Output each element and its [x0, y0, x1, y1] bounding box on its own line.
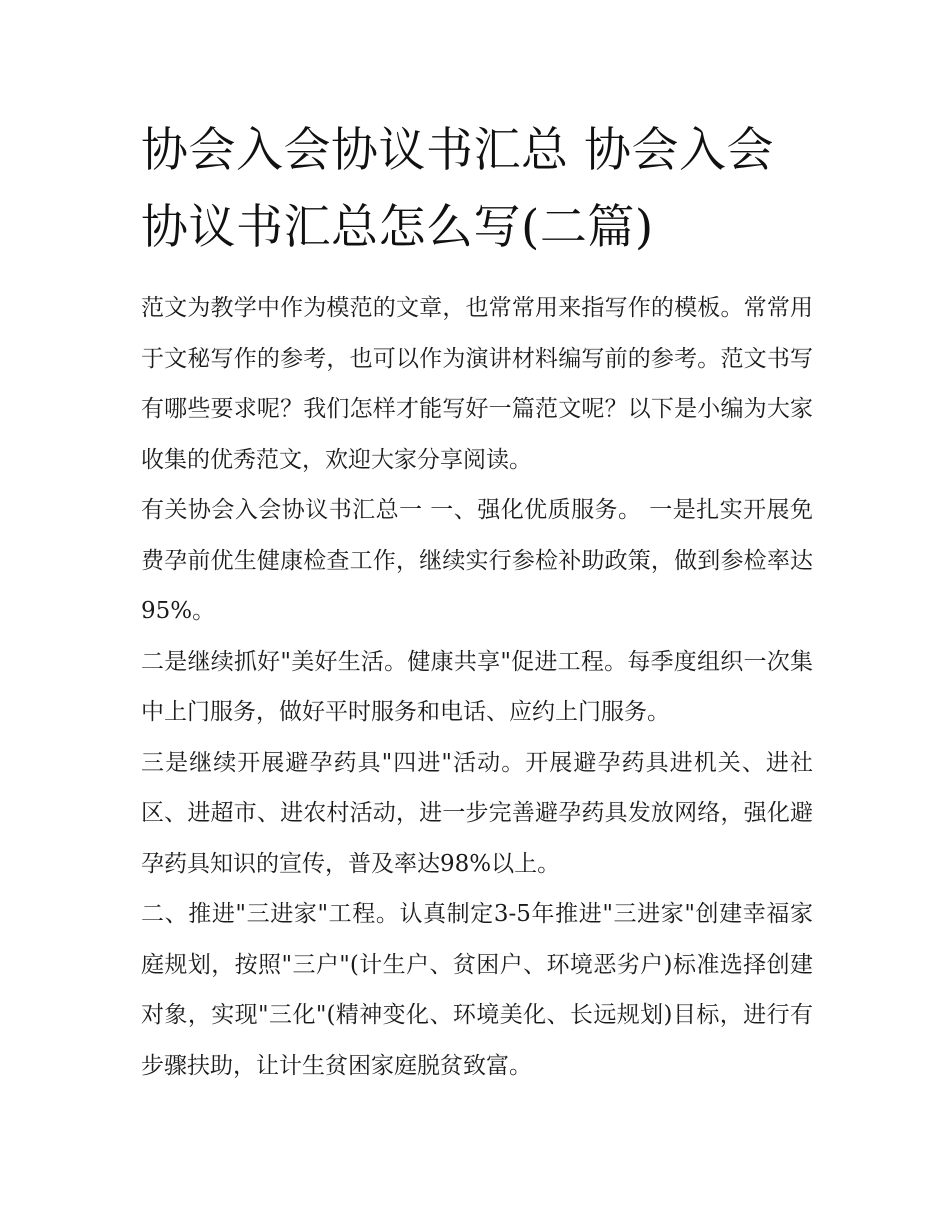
document-title: 协会入会协议书汇总 协会入会协议书汇总怎么写(二篇)	[141, 123, 774, 255]
document-body	[141, 283, 813, 1091]
section-one-paragraph: 有关协会入会协议书汇总一 一、强化优质服务。 一是扎实开展免费孕前优生健康检查工作，继续实行参检补助政策，做到参检率达95%。	[141, 497, 813, 624]
section-two-paragraph: 二、推进"三进家"工程。认真制定3-5年推进"三进家"创建幸福家庭规划，按照"三户"(计生户、贫困户、环境恶劣户)标准选择创建对象，实现"三化"(精神变化、环境美化、长远规划)目标，进行有步骤扶助，让计生贫困家庭脱贫致富。	[141, 901, 813, 1079]
item-two-paragraph: 二是继续抓好"美好生活。健康共享"促进工程。每季度组织一次集中上门服务，做好平时服务和电话、应约上门服务。	[141, 648, 813, 725]
intro-paragraph: 范文为教学中作为模范的文章，也常常用来指写作的模板。常常用于文秘写作的参考，也可以作为演讲材料编写前的参考。范文书写有哪些要求呢？我们怎样才能写好一篇范文呢？以下是小编为大家收集的优秀范文，欢迎大家分享阅读。	[141, 295, 813, 473]
document-content	[141, 112, 813, 1091]
item-three-paragraph: 三是继续开展避孕药具"四进"活动。开展避孕药具进机关、进社区、进超市、进农村活动，进一步完善避孕药具发放网络，强化避孕药具知识的宣传，普及率达98%以上。	[141, 749, 813, 877]
